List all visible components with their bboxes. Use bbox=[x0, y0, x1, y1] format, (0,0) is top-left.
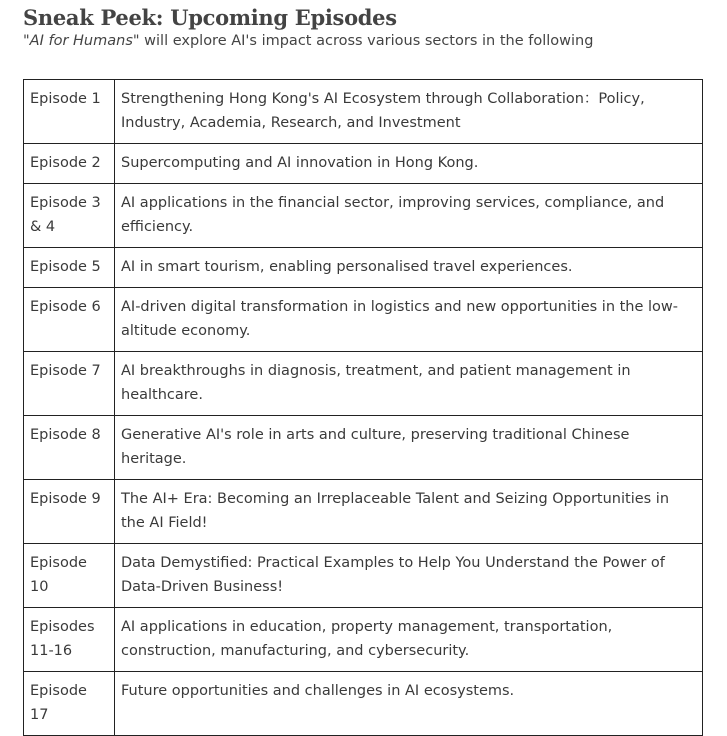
table-row bbox=[24, 248, 703, 288]
episode-number-cell: Episode 1 bbox=[24, 80, 115, 144]
episode-number-cell: Episode 8 bbox=[24, 416, 115, 480]
table-row bbox=[24, 544, 703, 608]
episode-number-cell: Episodes 11-16 bbox=[24, 608, 115, 672]
episode-number-cell: Episode 6 bbox=[24, 288, 115, 352]
episode-topic-cell: AI-driven digital transformation in logistics and new opportunities in the low-altitude economy. bbox=[115, 288, 703, 352]
episode-topic-cell: AI breakthroughs in diagnosis, treatment, and patient management in healthcare. bbox=[115, 352, 703, 416]
episode-topic-cell: Data Demystified: Practical Examples to Help You Understand the Power of Data-Driven Business! bbox=[115, 544, 703, 608]
episode-topic-cell: Supercomputing and AI innovation in Hong Kong. bbox=[115, 144, 703, 184]
table-row bbox=[24, 288, 703, 352]
table-row bbox=[24, 144, 703, 184]
episode-number-cell: Episode 7 bbox=[24, 352, 115, 416]
episode-topic-cell: AI applications in education, property management, transportation, construction, manufacturing, and cybersecurity. bbox=[115, 608, 703, 672]
episodes-table bbox=[23, 79, 703, 736]
episode-topic-cell: Future opportunities and challenges in AI ecosystems. bbox=[115, 672, 703, 736]
table-row bbox=[24, 416, 703, 480]
episode-topic-cell: Strengthening Hong Kong's AI Ecosystem through Collaboration：Policy, Industry, Academia, Research, and Investment bbox=[115, 80, 703, 144]
table-row bbox=[24, 480, 703, 544]
episode-topic-cell: Generative AI's role in arts and culture, preserving traditional Chinese heritage. bbox=[115, 416, 703, 480]
episode-number-cell: Episode 2 bbox=[24, 144, 115, 184]
table-row bbox=[24, 184, 703, 248]
intro-description: will explore AI's impact across various sectors in the following bbox=[139, 33, 594, 49]
episode-number-cell: Episode 5 bbox=[24, 248, 115, 288]
intro-text bbox=[23, 33, 593, 49]
table-row bbox=[24, 672, 703, 736]
episodes-table-body bbox=[24, 80, 703, 736]
episode-number-cell: Episode 17 bbox=[24, 672, 115, 736]
table-row bbox=[24, 608, 703, 672]
episode-topic-cell: AI in smart tourism, enabling personalised travel experiences. bbox=[115, 248, 703, 288]
show-title: "AI for Humans" bbox=[23, 33, 140, 49]
episode-number-cell: Episode 10 bbox=[24, 544, 115, 608]
episode-number-cell: Episode 9 bbox=[24, 480, 115, 544]
episode-topic-cell: The AI+ Era: Becoming an Irreplaceable Talent and Seizing Opportunities in the AI Field! bbox=[115, 480, 703, 544]
episode-number-cell: Episode 3 & 4 bbox=[24, 184, 115, 248]
table-row bbox=[24, 352, 703, 416]
page-title: Sneak Peek: Upcoming Episodes bbox=[23, 5, 397, 30]
table-row bbox=[24, 80, 703, 144]
episode-topic-cell: AI applications in the financial sector, improving services, compliance, and efficiency. bbox=[115, 184, 703, 248]
